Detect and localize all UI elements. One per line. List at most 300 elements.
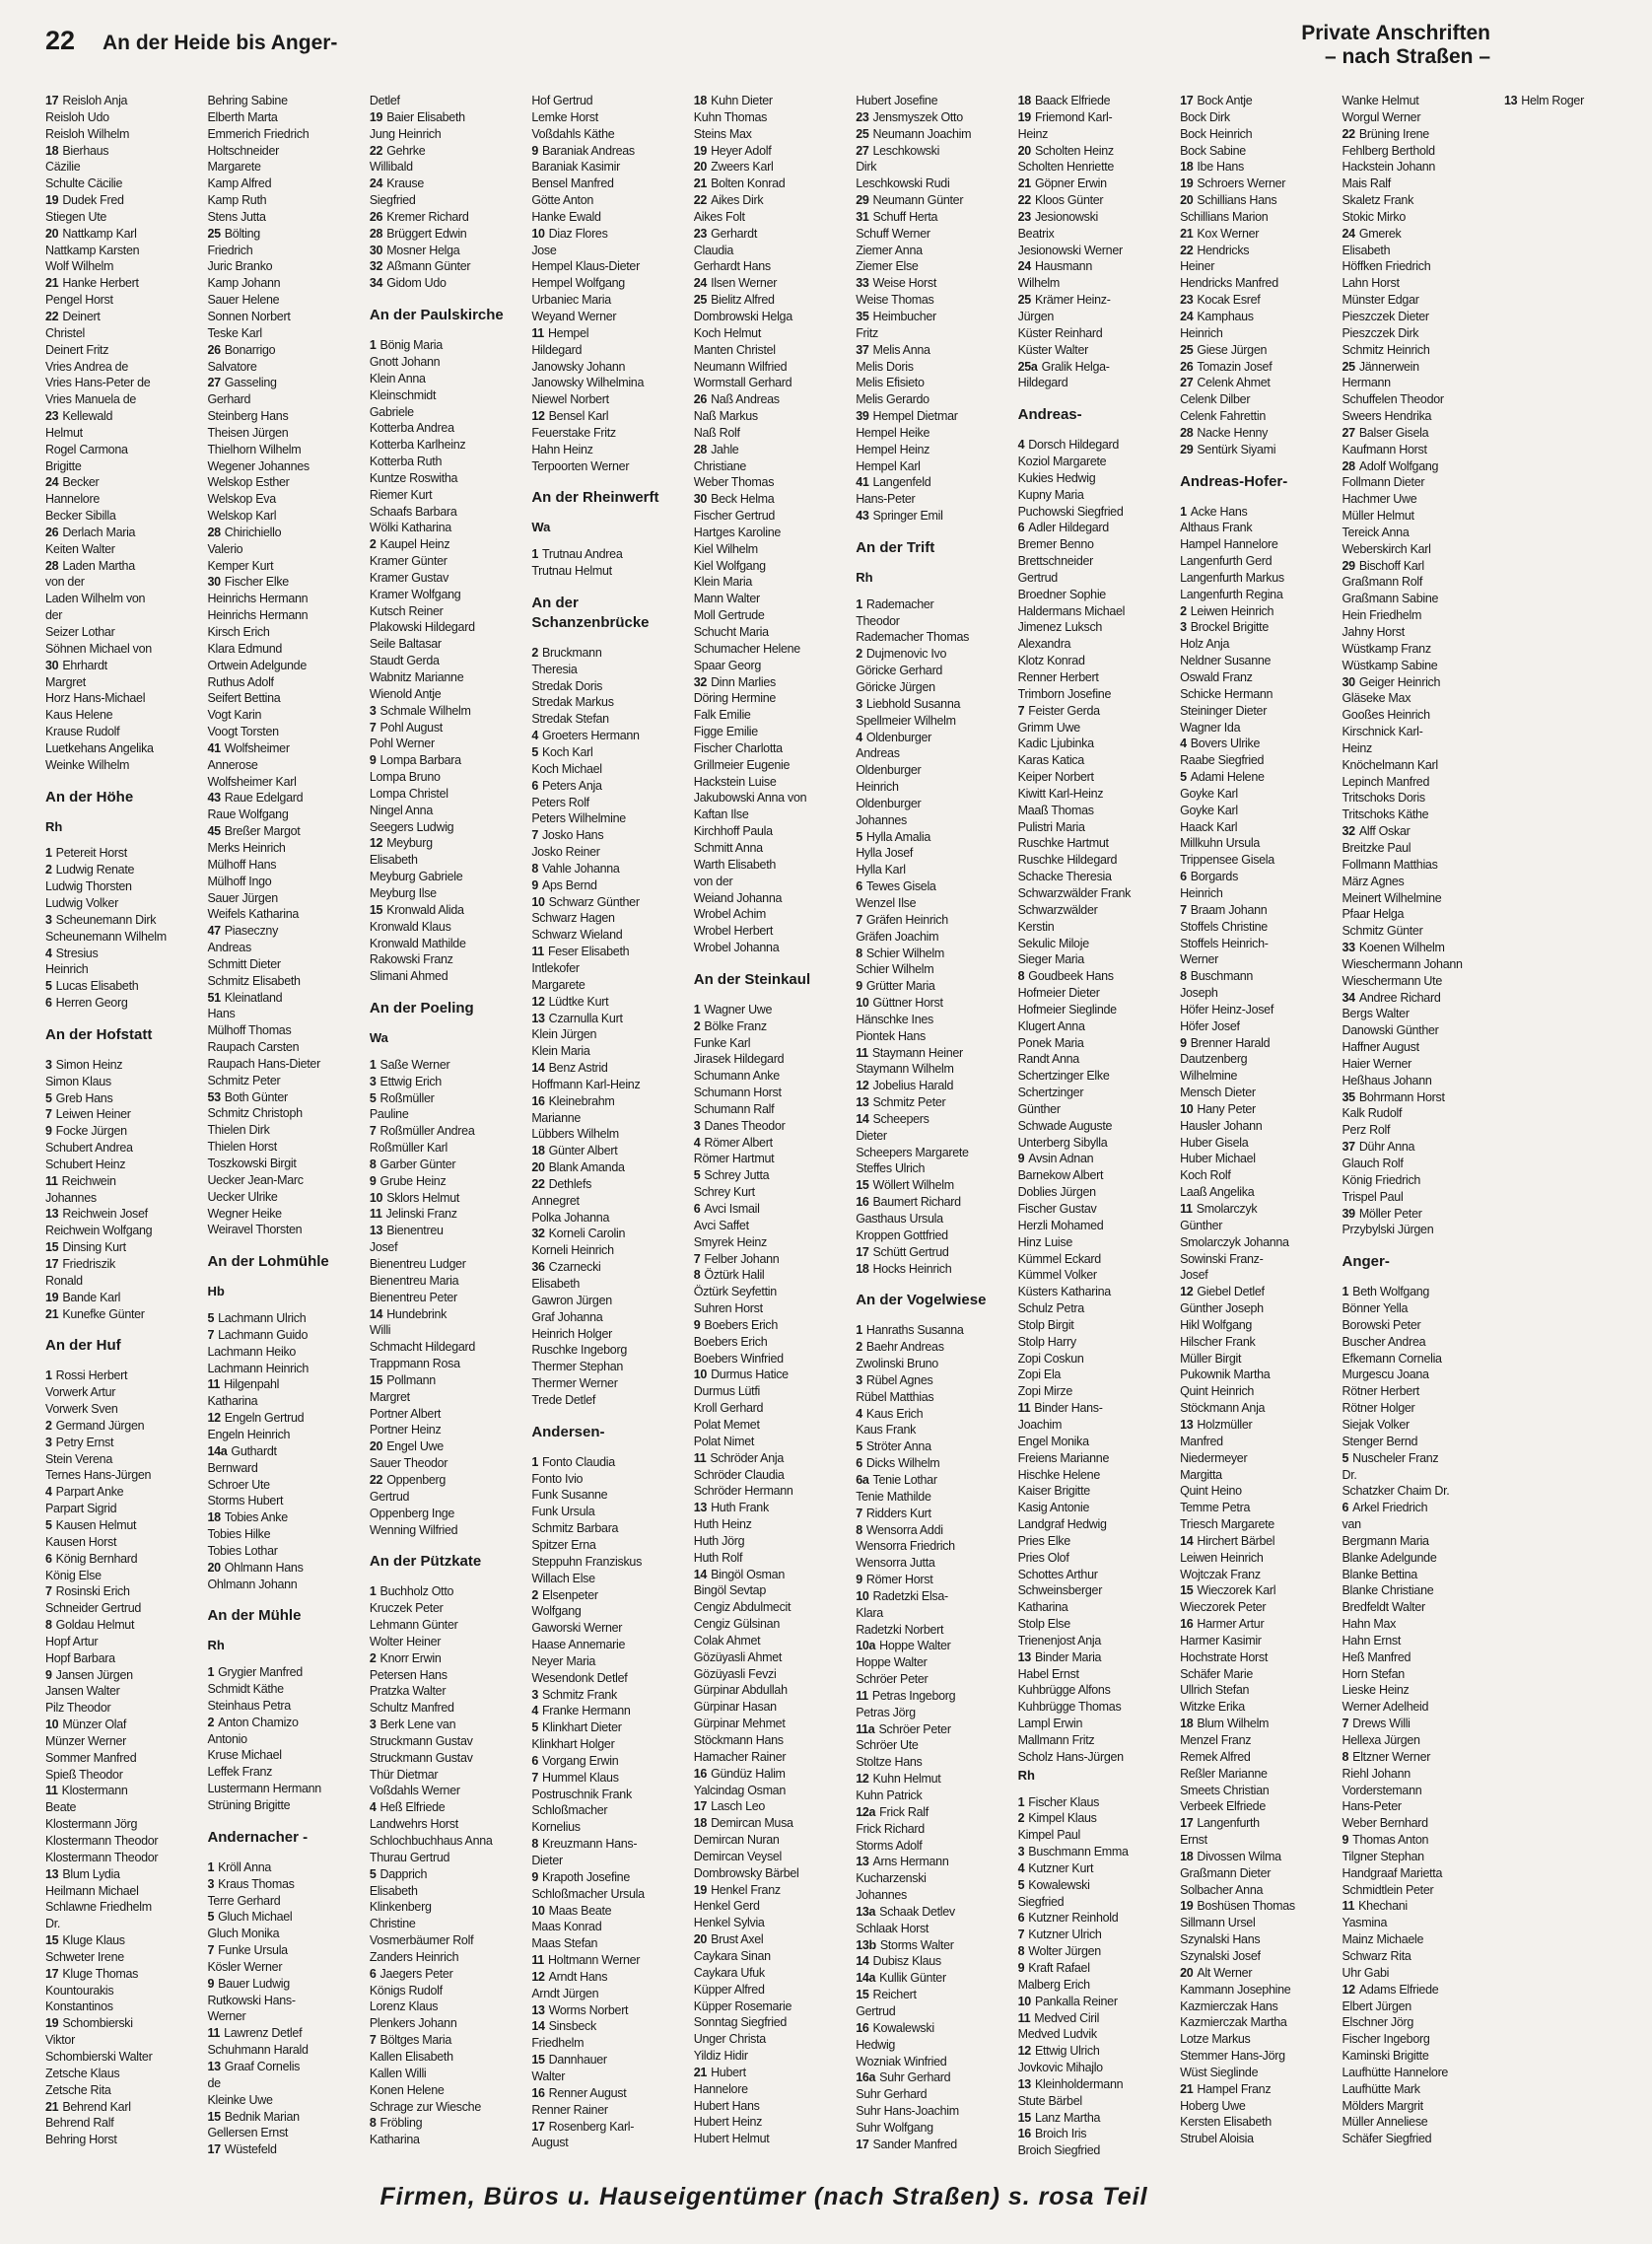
resident-name: Arns Hermann: [872, 1855, 949, 1869]
house-number: 11: [45, 1173, 58, 1188]
resident-entry: [531, 711, 679, 728]
resident-name: Josef: [369, 1240, 398, 1255]
resident-entry: [207, 1393, 355, 1410]
resident-name: Werner Adelheid: [1342, 1700, 1429, 1715]
resident-name: Hartges Karoline: [693, 525, 782, 539]
resident-entry: [856, 1771, 1003, 1788]
resident-entry: [207, 1959, 355, 1976]
resident-name: Wegener Johannes: [207, 458, 310, 473]
resident-name: Hocks Heinrich: [872, 1261, 952, 1276]
house-number: 6: [856, 879, 862, 894]
resident-name: Luetkehans Angelika: [45, 740, 154, 755]
resident-entry: [207, 2008, 355, 2025]
resident-entry: [694, 1467, 842, 1484]
resident-name: Kuhn Dieter: [711, 94, 773, 107]
house-number: 27: [207, 376, 221, 390]
resident-name: Neumann Joachim: [872, 126, 972, 141]
resident-name: Acke Hans: [1190, 504, 1248, 519]
resident-name: Bredfeldt Walter: [1342, 1600, 1425, 1615]
resident-name: Günther: [1180, 1218, 1223, 1232]
resident-entry: [694, 1849, 842, 1865]
resident-name: Huth Heinz: [693, 1517, 752, 1532]
resident-name: Johannes: [856, 1888, 907, 1903]
resident-entry: [694, 790, 842, 806]
resident-name: Schaak Detlev: [879, 1904, 955, 1919]
house-number: 1: [531, 1454, 538, 1469]
resident-name: Naß Markus: [693, 409, 758, 424]
resident-entry: [1342, 790, 1490, 806]
resident-name: Kloos Günter: [1034, 193, 1104, 208]
resident-entry: [1018, 2076, 1166, 2093]
house-number: 18: [856, 1261, 869, 1276]
resident-name: Scheunemann Dirk: [55, 912, 157, 927]
resident-name: Trutnau Helmut: [531, 564, 612, 579]
resident-entry: [1018, 1943, 1166, 1960]
house-number: 17: [856, 1244, 869, 1259]
house-number: 3: [693, 1118, 701, 1133]
resident-entry: [531, 1670, 679, 1687]
resident-name: Salvatore: [207, 359, 257, 374]
house-number: 25: [207, 226, 221, 241]
resident-name: Hilgenpahl: [224, 1377, 280, 1392]
resident-name: Sentürk Siyami: [1197, 442, 1276, 456]
resident-name: Christine: [369, 1917, 416, 1931]
resident-name: Blum Lydia: [62, 1866, 120, 1881]
resident-name: Follmann Dieter: [1342, 475, 1425, 490]
house-number: 9: [1342, 1833, 1349, 1848]
resident-entry: [207, 2042, 355, 2059]
resident-name: Greb Hans: [55, 1090, 113, 1105]
resident-name: Trispel Paul: [1342, 1189, 1404, 1204]
resident-name: Schrage zur Wiesche: [369, 2099, 481, 2114]
resident-entry: [1018, 209, 1166, 226]
resident-entry: [45, 1140, 193, 1157]
resident-entry: [856, 1737, 1003, 1754]
resident-entry: [694, 1167, 842, 1184]
house-number: 18: [531, 1144, 545, 1158]
resident-entry: [370, 1949, 517, 1966]
resident-name: Rötner Holger: [1342, 1401, 1415, 1416]
house-number: 17: [45, 1966, 59, 1981]
resident-name: Fonto Claudia: [541, 1454, 615, 1469]
resident-name: Lasch Leo: [711, 1799, 766, 1814]
resident-name: Klara Edmund: [207, 641, 283, 656]
resident-entry: [207, 823, 355, 840]
resident-entry: [370, 1650, 517, 1667]
resident-name: Rötner Herbert: [1342, 1384, 1419, 1399]
resident-entry: [1018, 1516, 1166, 1533]
house-number: 9: [45, 1667, 52, 1682]
resident-name: Storms Adolf: [856, 1838, 923, 1853]
resident-name: Bremer Benno: [1017, 537, 1094, 552]
resident-name: Hans: [207, 1007, 236, 1021]
house-number: 13: [856, 1095, 869, 1110]
resident-entry: [370, 1489, 517, 1506]
resident-entry: [1018, 192, 1166, 209]
resident-name: Fischer Gustav: [1017, 1202, 1097, 1216]
resident-entry: [1180, 570, 1328, 587]
house-number: 9: [369, 1173, 377, 1188]
resident-name: Jose: [531, 243, 557, 257]
resident-entry: [1180, 391, 1328, 408]
house-number: 43: [856, 509, 869, 524]
house-number: 3: [856, 1372, 862, 1387]
resident-name: Gasseling: [224, 376, 277, 390]
resident-entry: [45, 690, 193, 707]
resident-name: Gluch Michael: [218, 1910, 293, 1925]
house-number: 8: [531, 861, 538, 876]
resident-entry: [856, 1522, 1003, 1539]
resident-entry: [1342, 391, 1490, 408]
house-number: 15: [856, 1988, 869, 2002]
house-number: 5: [1180, 770, 1187, 785]
resident-name: Königs Rudolf: [369, 1983, 443, 1998]
resident-name: Wüstkamp Franz: [1342, 641, 1431, 656]
resident-entry: [1342, 1434, 1490, 1450]
resident-entry: [1342, 1189, 1490, 1206]
resident-entry: [1180, 1251, 1328, 1268]
resident-entry: [531, 1736, 679, 1753]
resident-entry: [531, 93, 679, 109]
resident-entry: [370, 2066, 517, 2082]
resident-entry: [856, 978, 1003, 995]
resident-entry: [207, 1376, 355, 1393]
resident-name: Germand Jürgen: [55, 1418, 145, 1433]
resident-entry: [694, 1035, 842, 1052]
resident-name: Klinkhart Holger: [531, 1737, 615, 1752]
resident-entry: [370, 1256, 517, 1273]
resident-entry: [1180, 951, 1328, 968]
house-number: 3: [1180, 620, 1187, 635]
house-number: 15: [1017, 2110, 1031, 2125]
resident-name: Kutzner Kurt: [1028, 1860, 1094, 1875]
resident-name: Gerhard: [207, 392, 251, 407]
resident-name: Tobies Hilke: [207, 1527, 271, 1542]
house-number: 17: [1180, 94, 1194, 107]
resident-name: König Friedrich: [1342, 1172, 1421, 1187]
resident-name: Schombierski Walter: [45, 2049, 153, 2064]
house-number: 4: [369, 1800, 377, 1815]
resident-entry: [1180, 520, 1328, 536]
resident-name: Hempel Klaus-Dieter: [531, 259, 640, 274]
resident-name: Klotz Konrad: [1017, 654, 1085, 668]
resident-entry: [856, 946, 1003, 962]
house-number: 9: [693, 1317, 701, 1332]
resident-entry: [1018, 359, 1166, 376]
house-number: 20: [369, 1439, 383, 1454]
resident-name: Laufhütte Hannelore: [1342, 2065, 1449, 2079]
resident-name: Döring Hermine: [693, 691, 777, 706]
house-number: 2: [856, 1340, 862, 1355]
resident-name: Ettwig Ulrich: [1034, 2044, 1100, 2059]
house-number: 6: [45, 1551, 52, 1566]
house-number: 22: [531, 1176, 545, 1191]
resident-entry: [1180, 1982, 1328, 1999]
resident-entry: [1180, 1965, 1328, 1982]
resident-entry: [45, 1983, 193, 1999]
resident-entry: [1180, 686, 1328, 703]
resident-entry: [370, 1733, 517, 1750]
resident-entry: [1018, 1018, 1166, 1035]
resident-entry: [45, 862, 193, 878]
resident-name: Hempel Karl: [856, 458, 921, 473]
resident-entry: [531, 325, 679, 342]
resident-name: Schweinsberger: [1017, 1583, 1103, 1598]
resident-name: Josef: [1180, 1268, 1208, 1283]
resident-entry: [1180, 852, 1328, 869]
resident-name: Hempel Heinz: [856, 442, 930, 456]
resident-entry: [694, 890, 842, 907]
resident-name: Seegers Ludwig: [369, 819, 454, 834]
resident-name: Balser Gisela: [1358, 425, 1429, 440]
resident-name: Tenie Lothar: [872, 1472, 937, 1487]
resident-entry: [1180, 1567, 1328, 1583]
house-number: 19: [1180, 176, 1194, 191]
resident-name: Ludwig Thorsten: [45, 879, 132, 894]
resident-name: Steffes Ulrich: [856, 1161, 926, 1176]
resident-name: Schumann Anke: [693, 1069, 780, 1084]
resident-entry: [1180, 408, 1328, 425]
resident-name: Lotze Markus: [1180, 2032, 1251, 2047]
resident-entry: [207, 1731, 355, 1748]
resident-name: Efkemann Cornelia: [1342, 1351, 1442, 1366]
house-number: 16: [531, 2085, 545, 2100]
resident-entry: [1180, 2114, 1328, 2131]
resident-name: Thielhorn Wilhelm: [207, 442, 302, 456]
resident-name: Deinert Fritz: [45, 342, 109, 357]
resident-entry: [45, 192, 193, 209]
house-number: 10: [856, 996, 869, 1011]
resident-name: Johannes: [856, 812, 907, 827]
resident-name: Welskop Esther: [207, 475, 290, 490]
resident-name: Hausler Johann: [1180, 1118, 1263, 1133]
resident-entry: [856, 109, 1003, 126]
resident-name: Wüstefeld: [224, 2142, 277, 2157]
resident-name: Fonto Ivio: [531, 1471, 584, 1486]
resident-entry: [1180, 619, 1328, 636]
resident-entry: [45, 1883, 193, 1900]
resident-entry: [1342, 607, 1490, 624]
street-heading: An der Mühle: [207, 1607, 302, 1625]
resident-name: Schmitz Barbara: [531, 1521, 619, 1536]
resident-name: Christiane: [693, 458, 747, 473]
resident-name: Gmerek: [1358, 226, 1402, 241]
resident-name: Dinsing Kurt: [62, 1240, 126, 1255]
house-number: 8: [856, 1522, 862, 1537]
resident-entry: [856, 359, 1003, 376]
resident-entry: [207, 491, 355, 508]
resident-name: Kremer Richard: [386, 209, 469, 224]
resident-name: Schicke Hermann: [1180, 686, 1273, 701]
resident-entry: [1180, 636, 1328, 653]
resident-name: Struckmann Gustav: [369, 1733, 473, 1748]
house-number: 20: [1180, 1965, 1194, 1980]
resident-entry: [694, 1434, 842, 1450]
street-heading: Andreas-: [1017, 406, 1082, 424]
resident-entry: [207, 641, 355, 658]
resident-name: Przybylski Jürgen: [1342, 1223, 1434, 1237]
resident-entry: [531, 944, 679, 960]
resident-entry: [531, 1952, 679, 1969]
resident-name: Klein Maria: [531, 1044, 590, 1059]
resident-entry: [1342, 707, 1490, 724]
house-number: 24: [693, 276, 708, 291]
resident-entry: [694, 1151, 842, 1167]
resident-entry: [1018, 786, 1166, 803]
resident-entry: [694, 258, 842, 275]
resident-name: Janowsky Johann: [531, 359, 626, 374]
house-number: 9: [1017, 1152, 1025, 1166]
resident-name: Langenfurth Regina: [1180, 587, 1283, 601]
resident-name: Huth Rolf: [693, 1550, 743, 1565]
resident-entry: [207, 2092, 355, 2109]
resident-name: Rademacher Thomas: [856, 630, 970, 645]
resident-entry: [45, 1634, 193, 1650]
resident-entry: [531, 1487, 679, 1504]
resident-entry: [1180, 442, 1328, 458]
resident-name: Petereit Horst: [55, 846, 127, 861]
street-heading: An der Rheinwerft: [531, 489, 659, 507]
resident-name: Gasthaus Ursula: [856, 1212, 943, 1226]
resident-entry: [531, 1802, 679, 1819]
resident-name: Hildegard: [1017, 376, 1068, 390]
resident-name: Trienenjost Anja: [1017, 1633, 1101, 1648]
resident-name: Caykara Sinan: [693, 1948, 771, 1963]
resident-entry: [1342, 674, 1490, 691]
resident-name: Bölke Franz: [704, 1018, 767, 1033]
resident-name: Stoffels Heinrich-: [1180, 936, 1269, 950]
resident-name: Cengiz Gülsinan: [693, 1617, 780, 1632]
house-number: 21: [45, 276, 59, 291]
resident-entry: [370, 819, 517, 836]
resident-entry: [1342, 1666, 1490, 1683]
resident-entry: [1342, 1284, 1490, 1300]
resident-entry: [694, 857, 842, 874]
resident-entry: [1180, 109, 1328, 126]
resident-name: Ohlmann Hans: [224, 1560, 304, 1575]
resident-name: Kleinschmidt: [369, 387, 437, 402]
resident-entry: [531, 694, 679, 711]
resident-entry: [1342, 491, 1490, 508]
resident-name: Renner Rainer: [531, 2102, 608, 2117]
resident-name: Stein Verena: [45, 1451, 112, 1466]
resident-entry: [694, 2114, 842, 2131]
resident-entry: [856, 2054, 1003, 2070]
house-number: 17: [1180, 1816, 1194, 1831]
resident-name: Focke Jürgen: [55, 1124, 127, 1139]
resident-entry: [694, 2065, 842, 2081]
resident-entry: [207, 906, 355, 923]
resident-entry: [45, 1157, 193, 1173]
resident-entry: [856, 1111, 1003, 1128]
resident-name: Scheepers: [872, 1111, 929, 1126]
resident-name: Schütt Gertrud: [872, 1244, 949, 1259]
resident-entry: [45, 258, 193, 275]
resident-name: Wenzel Ilse: [856, 895, 917, 910]
resident-entry: [694, 923, 842, 940]
resident-entry: [694, 874, 842, 890]
resident-entry: [45, 1467, 193, 1484]
resident-name: Lompa Bruno: [369, 770, 441, 785]
resident-name: Unterberg Sibylla: [1017, 1135, 1108, 1150]
house-number: 21: [45, 2099, 59, 2114]
resident-entry: [531, 1342, 679, 1359]
resident-entry: [1342, 109, 1490, 126]
resident-entry: [1342, 956, 1490, 973]
resident-entry: [370, 1190, 517, 1207]
resident-entry: [694, 658, 842, 674]
resident-entry: [370, 1157, 517, 1173]
resident-entry: [1180, 1201, 1328, 1218]
resident-entry: [694, 525, 842, 541]
resident-name: Schatzker Chaim Dr.: [1342, 1484, 1450, 1499]
resident-entry: [207, 474, 355, 491]
street-heading: An der Schanzenbrücke: [531, 594, 650, 631]
resident-name: Hubert Heinz: [693, 2115, 763, 2130]
house-number: 7: [856, 1506, 862, 1520]
resident-entry: [370, 2132, 517, 2148]
resident-entry: [45, 458, 193, 475]
resident-name: Sillmann Ursel: [1180, 1916, 1256, 1930]
resident-entry: [1018, 1927, 1166, 1943]
resident-entry: [856, 309, 1003, 325]
resident-entry: [1018, 968, 1166, 985]
house-number: 28: [693, 442, 708, 456]
resident-name: Heinrich: [1180, 885, 1223, 900]
resident-name: Chirichiello: [224, 525, 282, 539]
resident-entry: [531, 1554, 679, 1571]
resident-name: Dr.: [1342, 1467, 1357, 1482]
resident-entry: [694, 391, 842, 408]
resident-name: Wolfsheimer: [224, 740, 290, 755]
resident-name: Wolfsheimer Karl: [207, 774, 297, 789]
resident-entry: [694, 1982, 842, 1999]
house-number: 3: [207, 1876, 215, 1891]
resident-entry: [1018, 1218, 1166, 1234]
resident-name: Hoppe Walter: [879, 1639, 951, 1653]
house-number: 26: [693, 392, 708, 407]
resident-entry: [856, 275, 1003, 292]
resident-entry: [1180, 1018, 1328, 1035]
resident-entry: [207, 973, 355, 990]
resident-entry: [856, 1921, 1003, 1937]
resident-name: Vorgang Erwin: [541, 1753, 619, 1768]
resident-name: Kleinholdermann: [1034, 2076, 1124, 2091]
resident-name: Meyburg Ilse: [369, 885, 437, 900]
resident-name: Vorderstemann: [1342, 1783, 1422, 1797]
resident-entry: [207, 458, 355, 475]
resident-entry: [1180, 835, 1328, 852]
resident-entry: [1180, 786, 1328, 803]
resident-entry: [1180, 1351, 1328, 1367]
resident-name: Gluch Monika: [207, 1927, 280, 1941]
resident-entry: [1018, 603, 1166, 620]
resident-name: Klinkhart Dieter: [541, 1720, 622, 1735]
house-number: 14: [1180, 1533, 1194, 1548]
resident-entry: [1018, 1085, 1166, 1101]
resident-name: Tenie Mathilde: [856, 1489, 931, 1504]
resident-entry: [1342, 325, 1490, 342]
resident-name: Bauer Ludwig: [218, 1976, 290, 1991]
resident-name: Hochstrate Horst: [1180, 1649, 1269, 1664]
resident-name: Kröll Anna: [218, 1859, 272, 1874]
house-number: 30: [693, 492, 708, 507]
resident-entry: [45, 1451, 193, 1468]
resident-entry: [1342, 806, 1490, 823]
resident-name: Raue Wolfgang: [207, 807, 289, 822]
resident-name: Danowski Günther: [1342, 1023, 1439, 1038]
resident-name: Wegner Heike: [207, 1206, 282, 1221]
